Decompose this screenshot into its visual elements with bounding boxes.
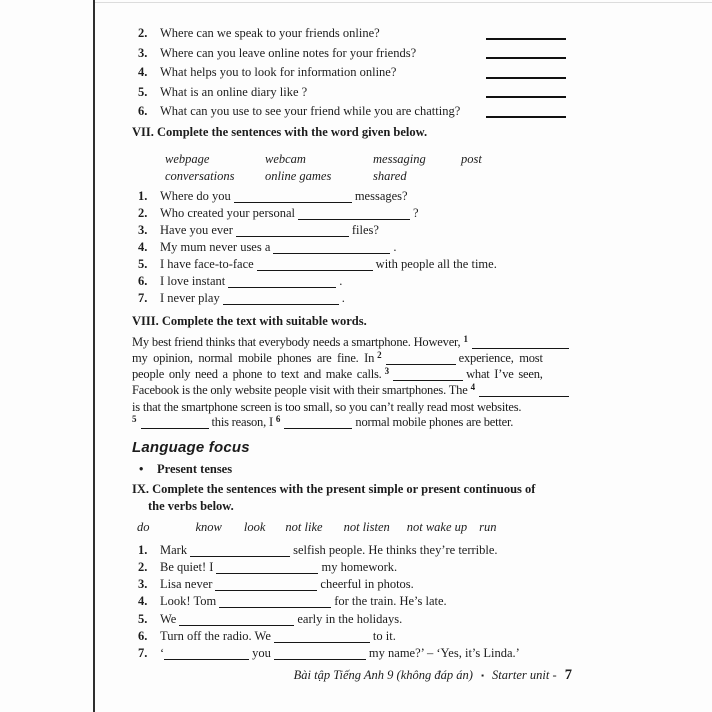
fill-in-blank bbox=[234, 199, 352, 203]
fill-in-row bbox=[132, 611, 572, 628]
paragraph-line bbox=[132, 335, 572, 351]
fill-in-blank bbox=[219, 604, 331, 608]
paragraph-text: normal mobile phones are better. bbox=[355, 414, 514, 429]
page-number: 7 bbox=[564, 667, 572, 683]
fill-in-row bbox=[132, 256, 572, 273]
section-vii-word-bank bbox=[132, 151, 572, 185]
blank-superscript: 2 bbox=[377, 349, 382, 360]
fill-in-row bbox=[132, 542, 572, 559]
word-bank-item: messaging bbox=[373, 151, 426, 166]
paragraph-text: My best friend thinks that everybody needs a smartphone. However, bbox=[132, 334, 461, 349]
page-spine-line bbox=[93, 0, 95, 712]
word-bank-item: do bbox=[137, 519, 150, 534]
item-number: 1. bbox=[138, 188, 148, 203]
fill-in-row bbox=[132, 239, 572, 256]
item-text-before: Lisa never bbox=[160, 577, 213, 592]
item-text-after: early in the holidays. bbox=[297, 611, 403, 626]
answer-line bbox=[486, 96, 566, 98]
fill-in-blank bbox=[215, 587, 317, 591]
paragraph-line bbox=[132, 400, 572, 415]
item-text-after: my homework. bbox=[321, 560, 398, 575]
item-text-after: cheerful in photos. bbox=[320, 577, 414, 592]
fill-in-row bbox=[132, 188, 572, 205]
item-number: 2. bbox=[138, 205, 148, 220]
item-text-before: My mum never uses a bbox=[160, 239, 271, 254]
blank-superscript: 4 bbox=[470, 382, 476, 393]
item-text-after: . bbox=[393, 239, 397, 254]
item-text-after: to it. bbox=[372, 628, 396, 643]
paragraph-text: this reason, I bbox=[211, 414, 273, 429]
item-text-before: I have face-to-face bbox=[160, 256, 254, 271]
footer-book-title: Bài tập Tiếng Anh 9 (không đáp án) bbox=[293, 668, 473, 682]
item-text-before: Who created your personal bbox=[160, 205, 296, 220]
word-bank-item: post bbox=[461, 151, 482, 166]
present-tenses-subheading bbox=[132, 461, 572, 478]
fill-in-row bbox=[132, 628, 572, 645]
paragraph-text: my opinion, normal mobile phones are fine. In bbox=[132, 350, 375, 365]
item-text-after: . bbox=[339, 273, 343, 288]
fill-in-blank bbox=[274, 639, 370, 643]
item-number: 7. bbox=[138, 290, 148, 305]
section-ix-heading bbox=[132, 481, 572, 514]
paragraph-line bbox=[132, 383, 572, 399]
fill-in-blank bbox=[190, 553, 290, 557]
paragraph-line bbox=[132, 415, 572, 431]
answer-line bbox=[486, 77, 566, 79]
item-number: 6. bbox=[138, 628, 148, 643]
page-content bbox=[132, 24, 572, 662]
word-bank-item: webpage bbox=[165, 151, 210, 166]
question-text: Where can we speak to your friends online? bbox=[160, 26, 380, 40]
paragraph-text: Facebook is the only website people visit with their smartphones. The bbox=[132, 383, 468, 398]
fill-in-row bbox=[132, 222, 572, 239]
section-vii-heading: VII. Complete the sentences with the word given below. bbox=[132, 124, 428, 139]
item-text-before: ‘ bbox=[160, 646, 165, 661]
item-text-before: We bbox=[160, 611, 177, 626]
word-bank-item: look bbox=[243, 519, 266, 534]
question-number: 6. bbox=[138, 104, 148, 118]
answer-line bbox=[486, 116, 566, 118]
item-text-before: Mark bbox=[160, 542, 188, 557]
blank-superscript: 1 bbox=[463, 333, 468, 344]
heading-line: IX. Complete the sentences with the present simple or present continuous of bbox=[132, 482, 536, 497]
fill-in-blank bbox=[228, 284, 336, 288]
word-bank-item: conversations bbox=[165, 168, 235, 183]
fill-in-row bbox=[132, 290, 572, 307]
paragraph-text: experience, most bbox=[458, 350, 543, 365]
word-bank-item: know bbox=[195, 519, 222, 534]
section-vii-items bbox=[132, 188, 572, 307]
answer-line bbox=[486, 57, 566, 59]
item-text-before: Be quiet! I bbox=[160, 560, 214, 575]
heading-line: the verbs below. bbox=[148, 498, 234, 513]
word-bank-item-empty bbox=[461, 168, 572, 185]
item-text-before: Have you ever bbox=[160, 222, 233, 237]
item-text-before: Turn off the radio. We bbox=[160, 628, 271, 643]
fill-in-blank bbox=[298, 216, 410, 220]
word-bank-item: not listen bbox=[343, 519, 390, 534]
fill-in-blank bbox=[236, 233, 349, 237]
fill-in-blank bbox=[216, 570, 318, 574]
blank-superscript: 6 bbox=[275, 413, 281, 424]
fill-in-blank bbox=[273, 250, 390, 254]
blank-superscript: 5 bbox=[132, 413, 137, 424]
footer-unit-label: Starter unit - bbox=[492, 668, 557, 682]
fill-in-blank bbox=[479, 393, 569, 397]
item-text-after: for the train. He’s late. bbox=[334, 594, 447, 609]
item-number: 3. bbox=[138, 577, 148, 592]
fill-in-blank bbox=[223, 301, 339, 305]
answer-line bbox=[486, 38, 566, 40]
item-text-after: with people all the time. bbox=[375, 256, 497, 271]
item-number: 1. bbox=[138, 542, 148, 557]
item-text-after: ? bbox=[413, 205, 419, 220]
question-number: 5. bbox=[138, 84, 148, 99]
question-row bbox=[132, 63, 572, 83]
fill-in-row bbox=[132, 273, 572, 290]
item-number: 5. bbox=[138, 611, 148, 626]
item-text-before: Look! Tom bbox=[160, 594, 217, 609]
cloze-paragraph bbox=[132, 335, 572, 432]
item-number: 4. bbox=[138, 594, 148, 609]
word-bank-item: not wake up bbox=[406, 519, 468, 534]
fill-in-blank bbox=[274, 656, 366, 660]
paragraph-line bbox=[132, 351, 572, 367]
page-top-edge-line bbox=[95, 2, 712, 3]
question-row bbox=[132, 102, 572, 122]
question-number: 4. bbox=[138, 65, 148, 79]
question-number: 2. bbox=[138, 26, 148, 40]
word-bank-item: webcam bbox=[265, 151, 306, 166]
word-bank-item: online games bbox=[265, 168, 332, 183]
item-text-after: files? bbox=[351, 222, 379, 237]
question-text: What is an online diary like ? bbox=[160, 84, 308, 99]
item-text-middle: you bbox=[252, 646, 271, 661]
question-text: What can you use to see your friend while you are chatting? bbox=[160, 104, 461, 118]
item-text-before: I never play bbox=[160, 290, 220, 305]
fill-in-row bbox=[132, 205, 572, 222]
item-number: 3. bbox=[138, 222, 148, 237]
reading-questions-list bbox=[132, 24, 572, 122]
word-bank-item: run bbox=[479, 519, 497, 534]
item-number: 6. bbox=[138, 273, 148, 288]
question-text: Where can you leave online notes for your friends? bbox=[160, 45, 417, 60]
fill-in-row bbox=[132, 593, 572, 610]
fill-in-blank bbox=[141, 425, 209, 429]
paragraph-text: people only need a phone to text and make calls. bbox=[132, 367, 382, 382]
fill-in-blank bbox=[393, 377, 463, 381]
page-footer bbox=[132, 667, 572, 684]
word-bank-row bbox=[132, 168, 572, 185]
item-text-after: . bbox=[341, 290, 345, 305]
word-bank-item: shared bbox=[373, 168, 407, 183]
fill-in-blank bbox=[164, 656, 249, 660]
item-text-before: Where do you bbox=[160, 188, 231, 203]
question-text: What helps you to look for information online? bbox=[160, 65, 397, 79]
question-number: 3. bbox=[138, 45, 148, 60]
fill-in-blank bbox=[472, 345, 569, 349]
fill-in-blank bbox=[386, 361, 456, 365]
fill-in-row bbox=[132, 559, 572, 576]
word-bank-item: not like bbox=[285, 519, 323, 534]
fill-in-row bbox=[132, 645, 572, 662]
square-separator-icon: ▪ bbox=[481, 671, 484, 680]
item-text-after: messages? bbox=[354, 188, 408, 203]
item-number: 5. bbox=[138, 256, 148, 271]
item-text-after: selfish people. He thinks they’re terrible. bbox=[293, 542, 498, 557]
item-number: 7. bbox=[138, 646, 148, 661]
item-text-before: I love instant bbox=[160, 273, 226, 288]
language-focus-heading: Language focus bbox=[132, 439, 250, 457]
fill-in-blank bbox=[257, 267, 373, 271]
section-viii-heading: VIII. Complete the text with suitable words. bbox=[132, 313, 367, 328]
fill-in-row bbox=[132, 576, 572, 593]
section-ix-word-bank bbox=[132, 519, 572, 536]
section-ix-items bbox=[132, 542, 572, 662]
fill-in-blank bbox=[179, 622, 294, 626]
question-row bbox=[132, 24, 572, 44]
word-bank-row bbox=[132, 151, 572, 168]
blank-superscript: 3 bbox=[384, 366, 390, 377]
item-text-after: my name?’ – ‘Yes, it’s Linda.’ bbox=[368, 646, 520, 661]
fill-in-blank bbox=[284, 425, 352, 429]
question-row bbox=[132, 44, 572, 64]
subheading-text: Present tenses bbox=[157, 462, 233, 477]
bullet-icon: • bbox=[139, 462, 144, 477]
item-number: 4. bbox=[138, 239, 148, 254]
question-row bbox=[132, 83, 572, 103]
paragraph-text: what I’ve seen, bbox=[466, 367, 543, 382]
paragraph-text: is that the smartphone screen is too small, so you can’t really read most websites. bbox=[132, 399, 522, 414]
item-number: 2. bbox=[138, 560, 148, 575]
paragraph-line bbox=[132, 367, 572, 383]
